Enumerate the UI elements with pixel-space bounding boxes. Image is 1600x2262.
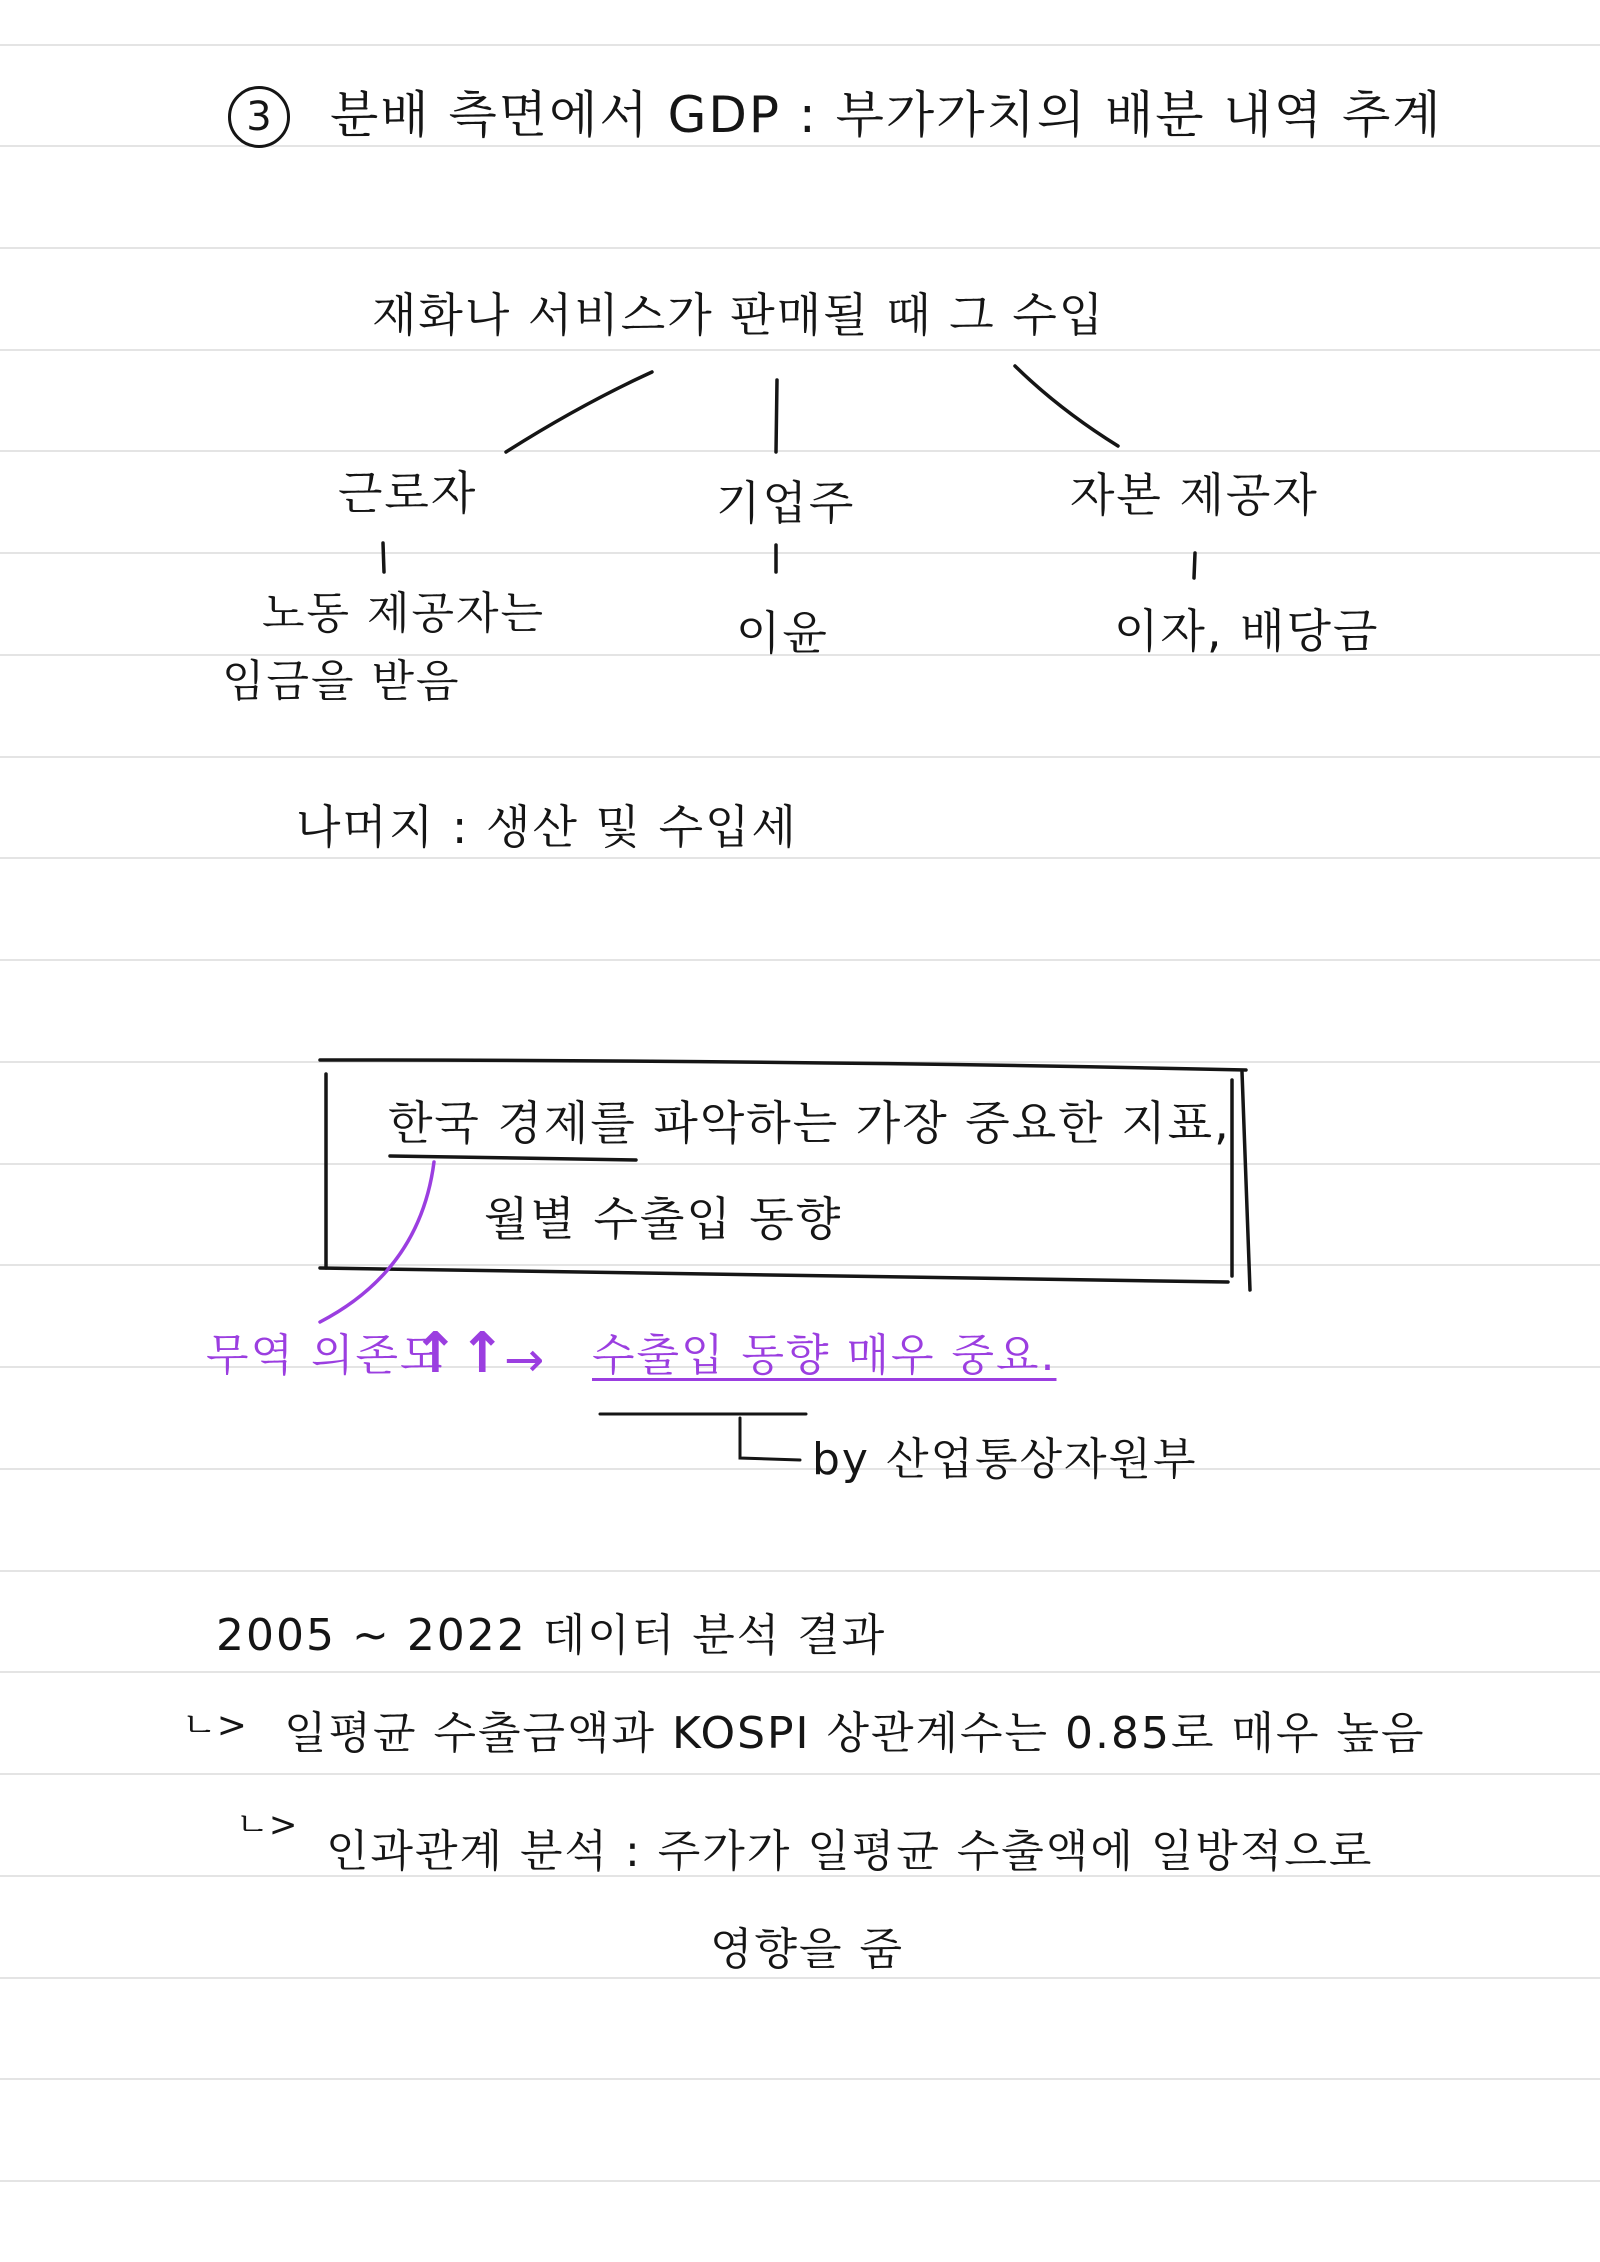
remainder-text: 나머지 : 생산 및 수입세 <box>296 800 798 854</box>
purple-note-trade-dependence: 무역 의존도 <box>206 1330 445 1381</box>
arrow-prefix-icon: ㄴ> <box>182 1705 247 1746</box>
analysis-causality: 인과관계 분석 : 주가가 일평균 수출액에 일방적으로 <box>326 1826 1374 1877</box>
box-line-1: 한국 경제를 파악하는 가장 중요한 지표, <box>388 1096 1231 1150</box>
circled-number: 3 <box>228 86 290 148</box>
branch-receives-capital: 이자, 배당금 <box>1114 604 1380 658</box>
branch-recipient-worker: 근로자 <box>338 466 478 520</box>
arrow-prefix-icon: ㄴ> <box>236 1805 298 1845</box>
branch-receives-worker-line2: 임금을 받음 <box>222 656 461 707</box>
analysis-causality-cont: 영향을 줌 <box>710 1924 905 1975</box>
right-arrow-icon: → <box>504 1332 545 1388</box>
box-line-2: 월별 수출입 동향 <box>484 1192 843 1246</box>
purple-note-import-export: 수출입 동향 매우 중요. <box>592 1330 1057 1381</box>
source-attribution: by 산업통상자원부 <box>812 1434 1198 1485</box>
branch-recipient-capital: 자본 제공자 <box>1070 468 1319 522</box>
analysis-correlation: 일평균 수출금액과 KOSPI 상관계수는 0.85로 매우 높음 <box>284 1708 1426 1759</box>
tree-root-text: 재화나 서비스가 판매될 때 그 수입 <box>372 288 1106 342</box>
page-title: 분배 측면에서 GDP : 부가가치의 배분 내역 추계 <box>330 86 1443 144</box>
double-up-arrow-icon: ↑↑ <box>412 1321 506 1386</box>
branch-receives-employer: 이윤 <box>736 606 829 660</box>
branch-receives-worker-line1: 노동 제공자는 <box>262 588 546 639</box>
branch-recipient-employer: 기업주 <box>716 476 856 530</box>
analysis-period: 2005 ~ 2022 데이터 분석 결과 <box>216 1610 887 1661</box>
